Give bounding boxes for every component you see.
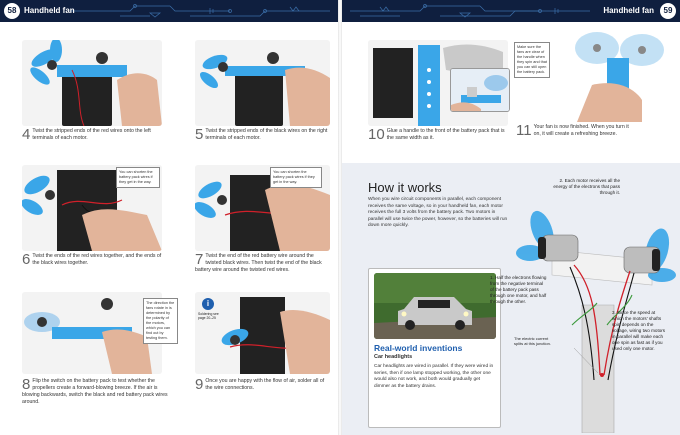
step-5: [195, 128, 330, 142]
step7-callout: You can shorten the battery pack wires if they get in the way.: [270, 167, 322, 188]
step-number: 10: [368, 126, 385, 143]
note-2: 2. Each motor receives all the energy of the electrons that pass through it.: [553, 178, 620, 195]
how-it-works-text: When you wire circuit components in parallel, each component receives the same voltage, so in your handheld fan, each motor receives the full 3 volts from the battery pack. Two motors in parallel will use twice the power, however, so the batteries will run down more quickly.: [368, 197, 508, 229]
step-number: 11: [516, 122, 532, 139]
car-photo: [374, 273, 496, 339]
step-number: 4: [22, 126, 31, 143]
how-it-works-heading: How it works: [368, 180, 442, 195]
step-text: Your fan is now finished. When you turn it on, it will create a refreshing breeze.: [533, 124, 629, 137]
step-8: [22, 378, 172, 406]
step-11: [516, 124, 634, 138]
real-world-title: Real-world inventions: [374, 343, 463, 353]
step10-inset-photo: [450, 68, 510, 112]
note-3: 3. Since the speed at which the motors' shafts spin depends on the voltage, wiring two motors in parallel will make each one spin as fast as if you used only one motor.: [612, 310, 666, 351]
step-number: 5: [195, 126, 204, 143]
step-text: Once you are happy with the flow of air, solder all of the wire connections.: [205, 378, 325, 391]
step-number: 7: [195, 251, 204, 268]
step-6: [22, 253, 162, 267]
step-number: 8: [22, 376, 31, 393]
step-text: Twist the stripped ends of the red wires onto the left terminals of each motor.: [32, 128, 151, 141]
left-page-title: Handheld fan: [24, 6, 75, 15]
step9-photo: [195, 292, 330, 374]
step-text: Twist the end of the red battery wire around the twisted black wires. Then twist the end of the black battery wire around the twisted red wires.: [195, 253, 322, 273]
soldering-label: Soldering see page 20–25: [198, 312, 219, 321]
step4-photo: [22, 40, 162, 126]
step-text: Flip the switch on the battery pack to test whether the propellers create a forward-blowing breeze. If the air is blowing backwards, switch the black and red battery pack wires around.: [22, 378, 168, 405]
book-gutter: [338, 0, 342, 435]
step-number: 9: [195, 376, 204, 393]
real-world-subtitle: Car headlights: [374, 354, 413, 360]
info-icon: i: [202, 298, 214, 310]
real-world-text: Car headlights are wired in parallel. If they were wired in series, then if one lamp stopped working, the other one would also not work, and both would gradually get dimmer as the battery drains.: [374, 364, 494, 389]
note-1: 1. Half the electrons flowing from the negative terminal of the battery pack pass through one motor, and half through the other.: [490, 275, 547, 304]
step-4: [22, 128, 162, 142]
left-header-bar: [0, 0, 340, 22]
note-4: The electric current splits at this junction.: [514, 336, 551, 346]
step-9: [195, 378, 330, 392]
step-text: Twist the stripped ends of the black wires on the right terminals of each motor.: [205, 128, 328, 141]
step-text: Glue a handle to the front of the battery pack that is the same width as it.: [386, 128, 505, 141]
right-page-number: 59: [660, 3, 676, 19]
step6-callout: You can shorten the battery pack wires if they get in the way.: [116, 167, 160, 188]
step-text: Twist the ends of the red wires together, and the ends of the black wires together.: [32, 253, 162, 266]
step10-callout: Make sure the fans are clear of the handle when they spin and that you can still open the battery pack.: [514, 42, 550, 78]
step8-photo: [22, 292, 162, 374]
step-10: [368, 128, 508, 142]
left-page-number: 58: [4, 3, 20, 19]
step5-photo: [195, 40, 330, 126]
right-page: [340, 0, 680, 435]
step8-callout: The direction the fans rotate in is determined by the polarity of the motors, which you can find out by testing them.: [143, 298, 178, 344]
right-header-bar: [340, 0, 680, 22]
step11-photo: [562, 30, 674, 122]
right-page-title: Handheld fan: [603, 6, 654, 15]
step-7: [195, 253, 330, 274]
step-number: 6: [22, 251, 31, 268]
